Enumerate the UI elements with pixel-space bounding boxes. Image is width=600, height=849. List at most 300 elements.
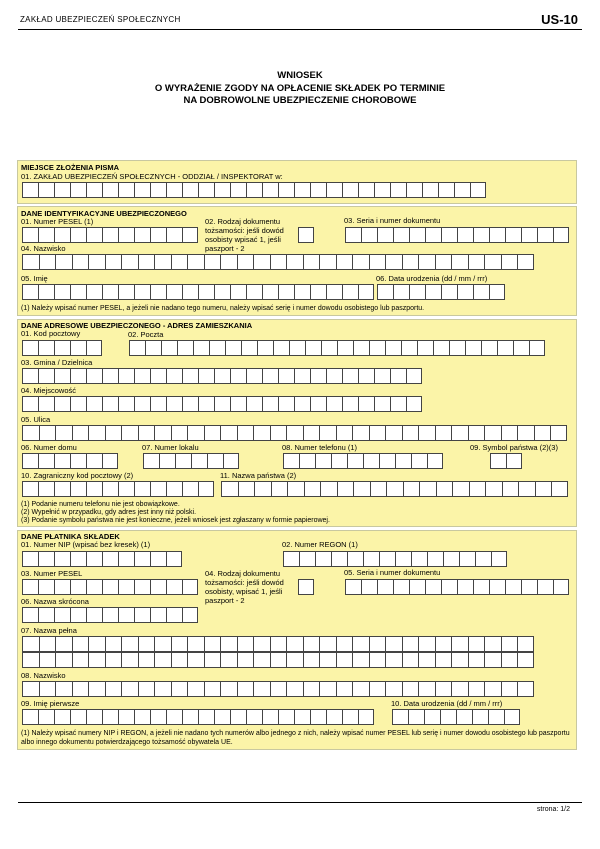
input-cell[interactable] [489, 579, 505, 595]
input-cell[interactable] [369, 652, 386, 668]
input-cell[interactable] [88, 681, 105, 697]
input-cell[interactable] [319, 425, 336, 441]
input-cell[interactable] [134, 182, 150, 198]
document-number-input[interactable] [345, 227, 569, 243]
input-cell[interactable] [385, 636, 402, 652]
full-name-input-row-1[interactable] [22, 636, 534, 652]
input-cell[interactable] [358, 709, 374, 725]
input-cell[interactable] [220, 652, 237, 668]
input-cell[interactable] [72, 254, 89, 270]
input-cell[interactable] [220, 636, 237, 652]
input-cell[interactable] [230, 709, 246, 725]
input-cell[interactable] [283, 453, 299, 469]
input-cell[interactable] [379, 453, 395, 469]
input-cell[interactable] [237, 636, 254, 652]
input-cell[interactable] [427, 453, 443, 469]
input-cell[interactable] [138, 636, 155, 652]
input-cell[interactable] [457, 227, 473, 243]
input-cell[interactable] [517, 425, 534, 441]
contributor-document-number-input[interactable] [345, 579, 569, 595]
input-cell[interactable] [321, 340, 337, 356]
input-cell[interactable] [452, 481, 469, 497]
input-cell[interactable] [166, 368, 182, 384]
input-cell[interactable] [121, 681, 138, 697]
municipality-input[interactable] [22, 368, 422, 384]
input-cell[interactable] [270, 254, 287, 270]
input-cell[interactable] [385, 652, 402, 668]
first-given-name-input[interactable] [22, 709, 374, 725]
input-cell[interactable] [150, 607, 166, 623]
input-cell[interactable] [166, 182, 182, 198]
input-cell[interactable] [118, 227, 134, 243]
input-cell[interactable] [54, 396, 70, 412]
input-cell[interactable] [303, 636, 320, 652]
input-cell[interactable] [436, 481, 453, 497]
input-cell[interactable] [406, 396, 422, 412]
input-cell[interactable] [118, 607, 134, 623]
input-cell[interactable] [105, 652, 122, 668]
input-cell[interactable] [392, 709, 408, 725]
input-cell[interactable] [294, 396, 310, 412]
input-cell[interactable] [521, 579, 537, 595]
input-cell[interactable] [488, 709, 504, 725]
input-cell[interactable] [237, 652, 254, 668]
input-cell[interactable] [271, 481, 288, 497]
input-cell[interactable] [38, 709, 54, 725]
input-cell[interactable] [425, 579, 441, 595]
input-cell[interactable] [166, 227, 182, 243]
input-cell[interactable] [143, 453, 159, 469]
input-cell[interactable] [214, 709, 230, 725]
input-cell[interactable] [501, 681, 518, 697]
input-cell[interactable] [345, 579, 361, 595]
input-cell[interactable] [361, 579, 377, 595]
input-cell[interactable] [345, 227, 361, 243]
input-cell[interactable] [209, 340, 225, 356]
input-cell[interactable] [254, 481, 271, 497]
input-cell[interactable] [246, 182, 262, 198]
input-cell[interactable] [377, 227, 393, 243]
input-cell[interactable] [102, 551, 118, 567]
input-cell[interactable] [204, 636, 221, 652]
input-cell[interactable] [457, 579, 473, 595]
input-cell[interactable] [481, 340, 497, 356]
input-cell[interactable] [361, 227, 377, 243]
input-cell[interactable] [484, 425, 501, 441]
input-cell[interactable] [435, 652, 452, 668]
input-cell[interactable] [294, 284, 310, 300]
input-cell[interactable] [425, 227, 441, 243]
input-cell[interactable] [118, 368, 134, 384]
input-cell[interactable] [459, 551, 475, 567]
input-cell[interactable] [473, 284, 489, 300]
input-cell[interactable] [303, 425, 320, 441]
input-cell[interactable] [505, 227, 521, 243]
input-cell[interactable] [70, 453, 86, 469]
input-cell[interactable] [39, 636, 56, 652]
input-cell[interactable] [386, 481, 403, 497]
input-cell[interactable] [86, 182, 102, 198]
input-cell[interactable] [298, 227, 314, 243]
input-cell[interactable] [22, 340, 38, 356]
input-cell[interactable] [134, 709, 150, 725]
input-cell[interactable] [86, 227, 102, 243]
input-cell[interactable] [118, 396, 134, 412]
input-cell[interactable] [352, 254, 369, 270]
input-cell[interactable] [118, 481, 134, 497]
input-cell[interactable] [39, 425, 56, 441]
input-cell[interactable] [121, 254, 138, 270]
input-cell[interactable] [374, 182, 390, 198]
input-cell[interactable] [424, 709, 440, 725]
input-cell[interactable] [406, 368, 422, 384]
input-cell[interactable] [320, 481, 337, 497]
input-cell[interactable] [38, 368, 54, 384]
input-cell[interactable] [369, 340, 385, 356]
input-cell[interactable] [310, 709, 326, 725]
input-cell[interactable] [358, 284, 374, 300]
input-cell[interactable] [134, 284, 150, 300]
input-cell[interactable] [451, 681, 468, 697]
input-cell[interactable] [427, 551, 443, 567]
input-cell[interactable] [517, 652, 534, 668]
input-cell[interactable] [105, 681, 122, 697]
input-cell[interactable] [253, 652, 270, 668]
input-cell[interactable] [468, 652, 485, 668]
input-cell[interactable] [537, 579, 553, 595]
input-cell[interactable] [182, 368, 198, 384]
input-cell[interactable] [402, 636, 419, 652]
input-cell[interactable] [138, 425, 155, 441]
input-cell[interactable] [246, 368, 262, 384]
input-cell[interactable] [270, 636, 287, 652]
input-cell[interactable] [214, 182, 230, 198]
input-cell[interactable] [55, 636, 72, 652]
input-cell[interactable] [299, 551, 315, 567]
input-cell[interactable] [553, 579, 569, 595]
input-cell[interactable] [86, 709, 102, 725]
input-cell[interactable] [342, 396, 358, 412]
input-cell[interactable] [88, 636, 105, 652]
input-cell[interactable] [303, 681, 320, 697]
input-cell[interactable] [286, 254, 303, 270]
house-number-input[interactable] [22, 453, 118, 469]
input-cell[interactable] [86, 579, 102, 595]
input-cell[interactable] [504, 709, 520, 725]
input-cell[interactable] [238, 481, 255, 497]
input-cell[interactable] [214, 396, 230, 412]
input-cell[interactable] [406, 182, 422, 198]
input-cell[interactable] [358, 182, 374, 198]
input-cell[interactable] [230, 284, 246, 300]
input-cell[interactable] [326, 368, 342, 384]
input-cell[interactable] [331, 551, 347, 567]
input-cell[interactable] [230, 396, 246, 412]
input-cell[interactable] [352, 425, 369, 441]
input-cell[interactable] [347, 551, 363, 567]
input-cell[interactable] [150, 481, 166, 497]
short-name-input[interactable] [22, 607, 198, 623]
input-cell[interactable] [102, 182, 118, 198]
input-cell[interactable] [363, 453, 379, 469]
input-cell[interactable] [86, 284, 102, 300]
input-cell[interactable] [88, 652, 105, 668]
input-cell[interactable] [298, 579, 314, 595]
pesel-input[interactable] [22, 227, 198, 243]
input-cell[interactable] [22, 551, 38, 567]
input-cell[interactable] [55, 425, 72, 441]
input-cell[interactable] [22, 453, 38, 469]
input-cell[interactable] [134, 368, 150, 384]
input-cell[interactable] [501, 652, 518, 668]
input-cell[interactable] [319, 652, 336, 668]
input-cell[interactable] [129, 340, 145, 356]
input-cell[interactable] [337, 481, 354, 497]
input-cell[interactable] [278, 396, 294, 412]
input-cell[interactable] [70, 284, 86, 300]
input-cell[interactable] [191, 453, 207, 469]
input-cell[interactable] [86, 551, 102, 567]
input-cell[interactable] [150, 551, 166, 567]
input-cell[interactable] [451, 254, 468, 270]
input-cell[interactable] [134, 607, 150, 623]
input-cell[interactable] [457, 284, 473, 300]
input-cell[interactable] [198, 368, 214, 384]
input-cell[interactable] [253, 636, 270, 652]
input-cell[interactable] [451, 425, 468, 441]
input-cell[interactable] [435, 425, 452, 441]
input-cell[interactable] [385, 425, 402, 441]
input-cell[interactable] [88, 254, 105, 270]
input-cell[interactable] [230, 368, 246, 384]
input-cell[interactable] [102, 227, 118, 243]
input-cell[interactable] [342, 368, 358, 384]
input-cell[interactable] [38, 579, 54, 595]
input-cell[interactable] [204, 652, 221, 668]
input-cell[interactable] [470, 182, 486, 198]
input-cell[interactable] [491, 551, 507, 567]
input-cell[interactable] [102, 453, 118, 469]
input-cell[interactable] [411, 453, 427, 469]
input-cell[interactable] [363, 551, 379, 567]
input-cell[interactable] [70, 709, 86, 725]
input-cell[interactable] [86, 481, 102, 497]
first-name-input[interactable] [22, 284, 374, 300]
input-cell[interactable] [385, 681, 402, 697]
input-cell[interactable] [86, 607, 102, 623]
input-cell[interactable] [22, 425, 39, 441]
input-cell[interactable] [553, 227, 569, 243]
input-cell[interactable] [161, 340, 177, 356]
input-cell[interactable] [166, 607, 182, 623]
input-cell[interactable] [150, 227, 166, 243]
input-cell[interactable] [70, 227, 86, 243]
input-cell[interactable] [489, 284, 505, 300]
input-cell[interactable] [54, 182, 70, 198]
input-cell[interactable] [262, 368, 278, 384]
input-cell[interactable] [484, 254, 501, 270]
input-cell[interactable] [70, 340, 86, 356]
country-name-input[interactable] [221, 481, 568, 497]
input-cell[interactable] [262, 396, 278, 412]
input-cell[interactable] [411, 551, 427, 567]
input-cell[interactable] [402, 425, 419, 441]
input-cell[interactable] [402, 254, 419, 270]
input-cell[interactable] [70, 579, 86, 595]
input-cell[interactable] [121, 652, 138, 668]
input-cell[interactable] [237, 254, 254, 270]
surname-input[interactable] [22, 254, 534, 270]
input-cell[interactable] [102, 579, 118, 595]
input-cell[interactable] [342, 709, 358, 725]
input-cell[interactable] [54, 227, 70, 243]
input-cell[interactable] [182, 284, 198, 300]
input-cell[interactable] [134, 481, 150, 497]
postal-code-input[interactable] [22, 340, 102, 356]
input-cell[interactable] [105, 425, 122, 441]
input-cell[interactable] [501, 425, 518, 441]
input-cell[interactable] [70, 182, 86, 198]
input-cell[interactable] [319, 636, 336, 652]
input-cell[interactable] [166, 709, 182, 725]
input-cell[interactable] [331, 453, 347, 469]
input-cell[interactable] [475, 551, 491, 567]
input-cell[interactable] [237, 681, 254, 697]
input-cell[interactable] [395, 551, 411, 567]
input-cell[interactable] [484, 652, 501, 668]
input-cell[interactable] [54, 453, 70, 469]
input-cell[interactable] [529, 340, 545, 356]
phone-number-input[interactable] [283, 453, 443, 469]
input-cell[interactable] [182, 709, 198, 725]
input-cell[interactable] [336, 636, 353, 652]
input-cell[interactable] [299, 453, 315, 469]
input-cell[interactable] [417, 340, 433, 356]
input-cell[interactable] [468, 681, 485, 697]
input-cell[interactable] [501, 254, 518, 270]
input-cell[interactable] [150, 396, 166, 412]
input-cell[interactable] [369, 681, 386, 697]
contributor-document-type-input[interactable] [298, 579, 314, 595]
birth-date-input[interactable] [377, 284, 505, 300]
input-cell[interactable] [86, 453, 102, 469]
input-cell[interactable] [138, 254, 155, 270]
input-cell[interactable] [166, 481, 182, 497]
input-cell[interactable] [485, 481, 502, 497]
input-cell[interactable] [257, 340, 273, 356]
input-cell[interactable] [22, 182, 38, 198]
zus-branch-input[interactable] [22, 182, 486, 198]
input-cell[interactable] [54, 579, 70, 595]
input-cell[interactable] [72, 652, 89, 668]
input-cell[interactable] [310, 182, 326, 198]
input-cell[interactable] [352, 681, 369, 697]
input-cell[interactable] [449, 340, 465, 356]
input-cell[interactable] [70, 396, 86, 412]
nip-input[interactable] [22, 551, 182, 567]
input-cell[interactable] [374, 368, 390, 384]
input-cell[interactable] [145, 340, 161, 356]
input-cell[interactable] [402, 681, 419, 697]
input-cell[interactable] [102, 607, 118, 623]
input-cell[interactable] [418, 636, 435, 652]
input-cell[interactable] [441, 579, 457, 595]
input-cell[interactable] [497, 340, 513, 356]
input-cell[interactable] [484, 681, 501, 697]
input-cell[interactable] [193, 340, 209, 356]
input-cell[interactable] [72, 681, 89, 697]
input-cell[interactable] [303, 652, 320, 668]
input-cell[interactable] [154, 681, 171, 697]
input-cell[interactable] [393, 284, 409, 300]
input-cell[interactable] [150, 182, 166, 198]
input-cell[interactable] [55, 681, 72, 697]
input-cell[interactable] [418, 652, 435, 668]
input-cell[interactable] [468, 425, 485, 441]
input-cell[interactable] [38, 481, 54, 497]
input-cell[interactable] [278, 368, 294, 384]
input-cell[interactable] [395, 453, 411, 469]
input-cell[interactable] [310, 368, 326, 384]
input-cell[interactable] [39, 681, 56, 697]
input-cell[interactable] [393, 227, 409, 243]
input-cell[interactable] [315, 551, 331, 567]
input-cell[interactable] [304, 481, 321, 497]
input-cell[interactable] [273, 340, 289, 356]
input-cell[interactable] [262, 709, 278, 725]
input-cell[interactable] [182, 607, 198, 623]
input-cell[interactable] [223, 453, 239, 469]
input-cell[interactable] [138, 652, 155, 668]
input-cell[interactable] [86, 396, 102, 412]
input-cell[interactable] [489, 227, 505, 243]
input-cell[interactable] [425, 284, 441, 300]
input-cell[interactable] [435, 254, 452, 270]
input-cell[interactable] [39, 652, 56, 668]
input-cell[interactable] [506, 453, 522, 469]
input-cell[interactable] [253, 254, 270, 270]
input-cell[interactable] [72, 636, 89, 652]
input-cell[interactable] [374, 396, 390, 412]
input-cell[interactable] [55, 254, 72, 270]
input-cell[interactable] [198, 396, 214, 412]
input-cell[interactable] [182, 481, 198, 497]
input-cell[interactable] [230, 182, 246, 198]
input-cell[interactable] [294, 182, 310, 198]
input-cell[interactable] [393, 579, 409, 595]
input-cell[interactable] [154, 425, 171, 441]
input-cell[interactable] [182, 182, 198, 198]
input-cell[interactable] [490, 453, 506, 469]
input-cell[interactable] [336, 254, 353, 270]
input-cell[interactable] [241, 340, 257, 356]
input-cell[interactable] [154, 254, 171, 270]
input-cell[interactable] [402, 652, 419, 668]
input-cell[interactable] [187, 681, 204, 697]
input-cell[interactable] [22, 607, 38, 623]
input-cell[interactable] [70, 481, 86, 497]
foreign-postal-code-input[interactable] [22, 481, 214, 497]
input-cell[interactable] [517, 254, 534, 270]
input-cell[interactable] [102, 709, 118, 725]
input-cell[interactable] [171, 425, 188, 441]
input-cell[interactable] [198, 481, 214, 497]
input-cell[interactable] [38, 340, 54, 356]
input-cell[interactable] [262, 284, 278, 300]
input-cell[interactable] [187, 254, 204, 270]
input-cell[interactable] [171, 636, 188, 652]
input-cell[interactable] [118, 579, 134, 595]
